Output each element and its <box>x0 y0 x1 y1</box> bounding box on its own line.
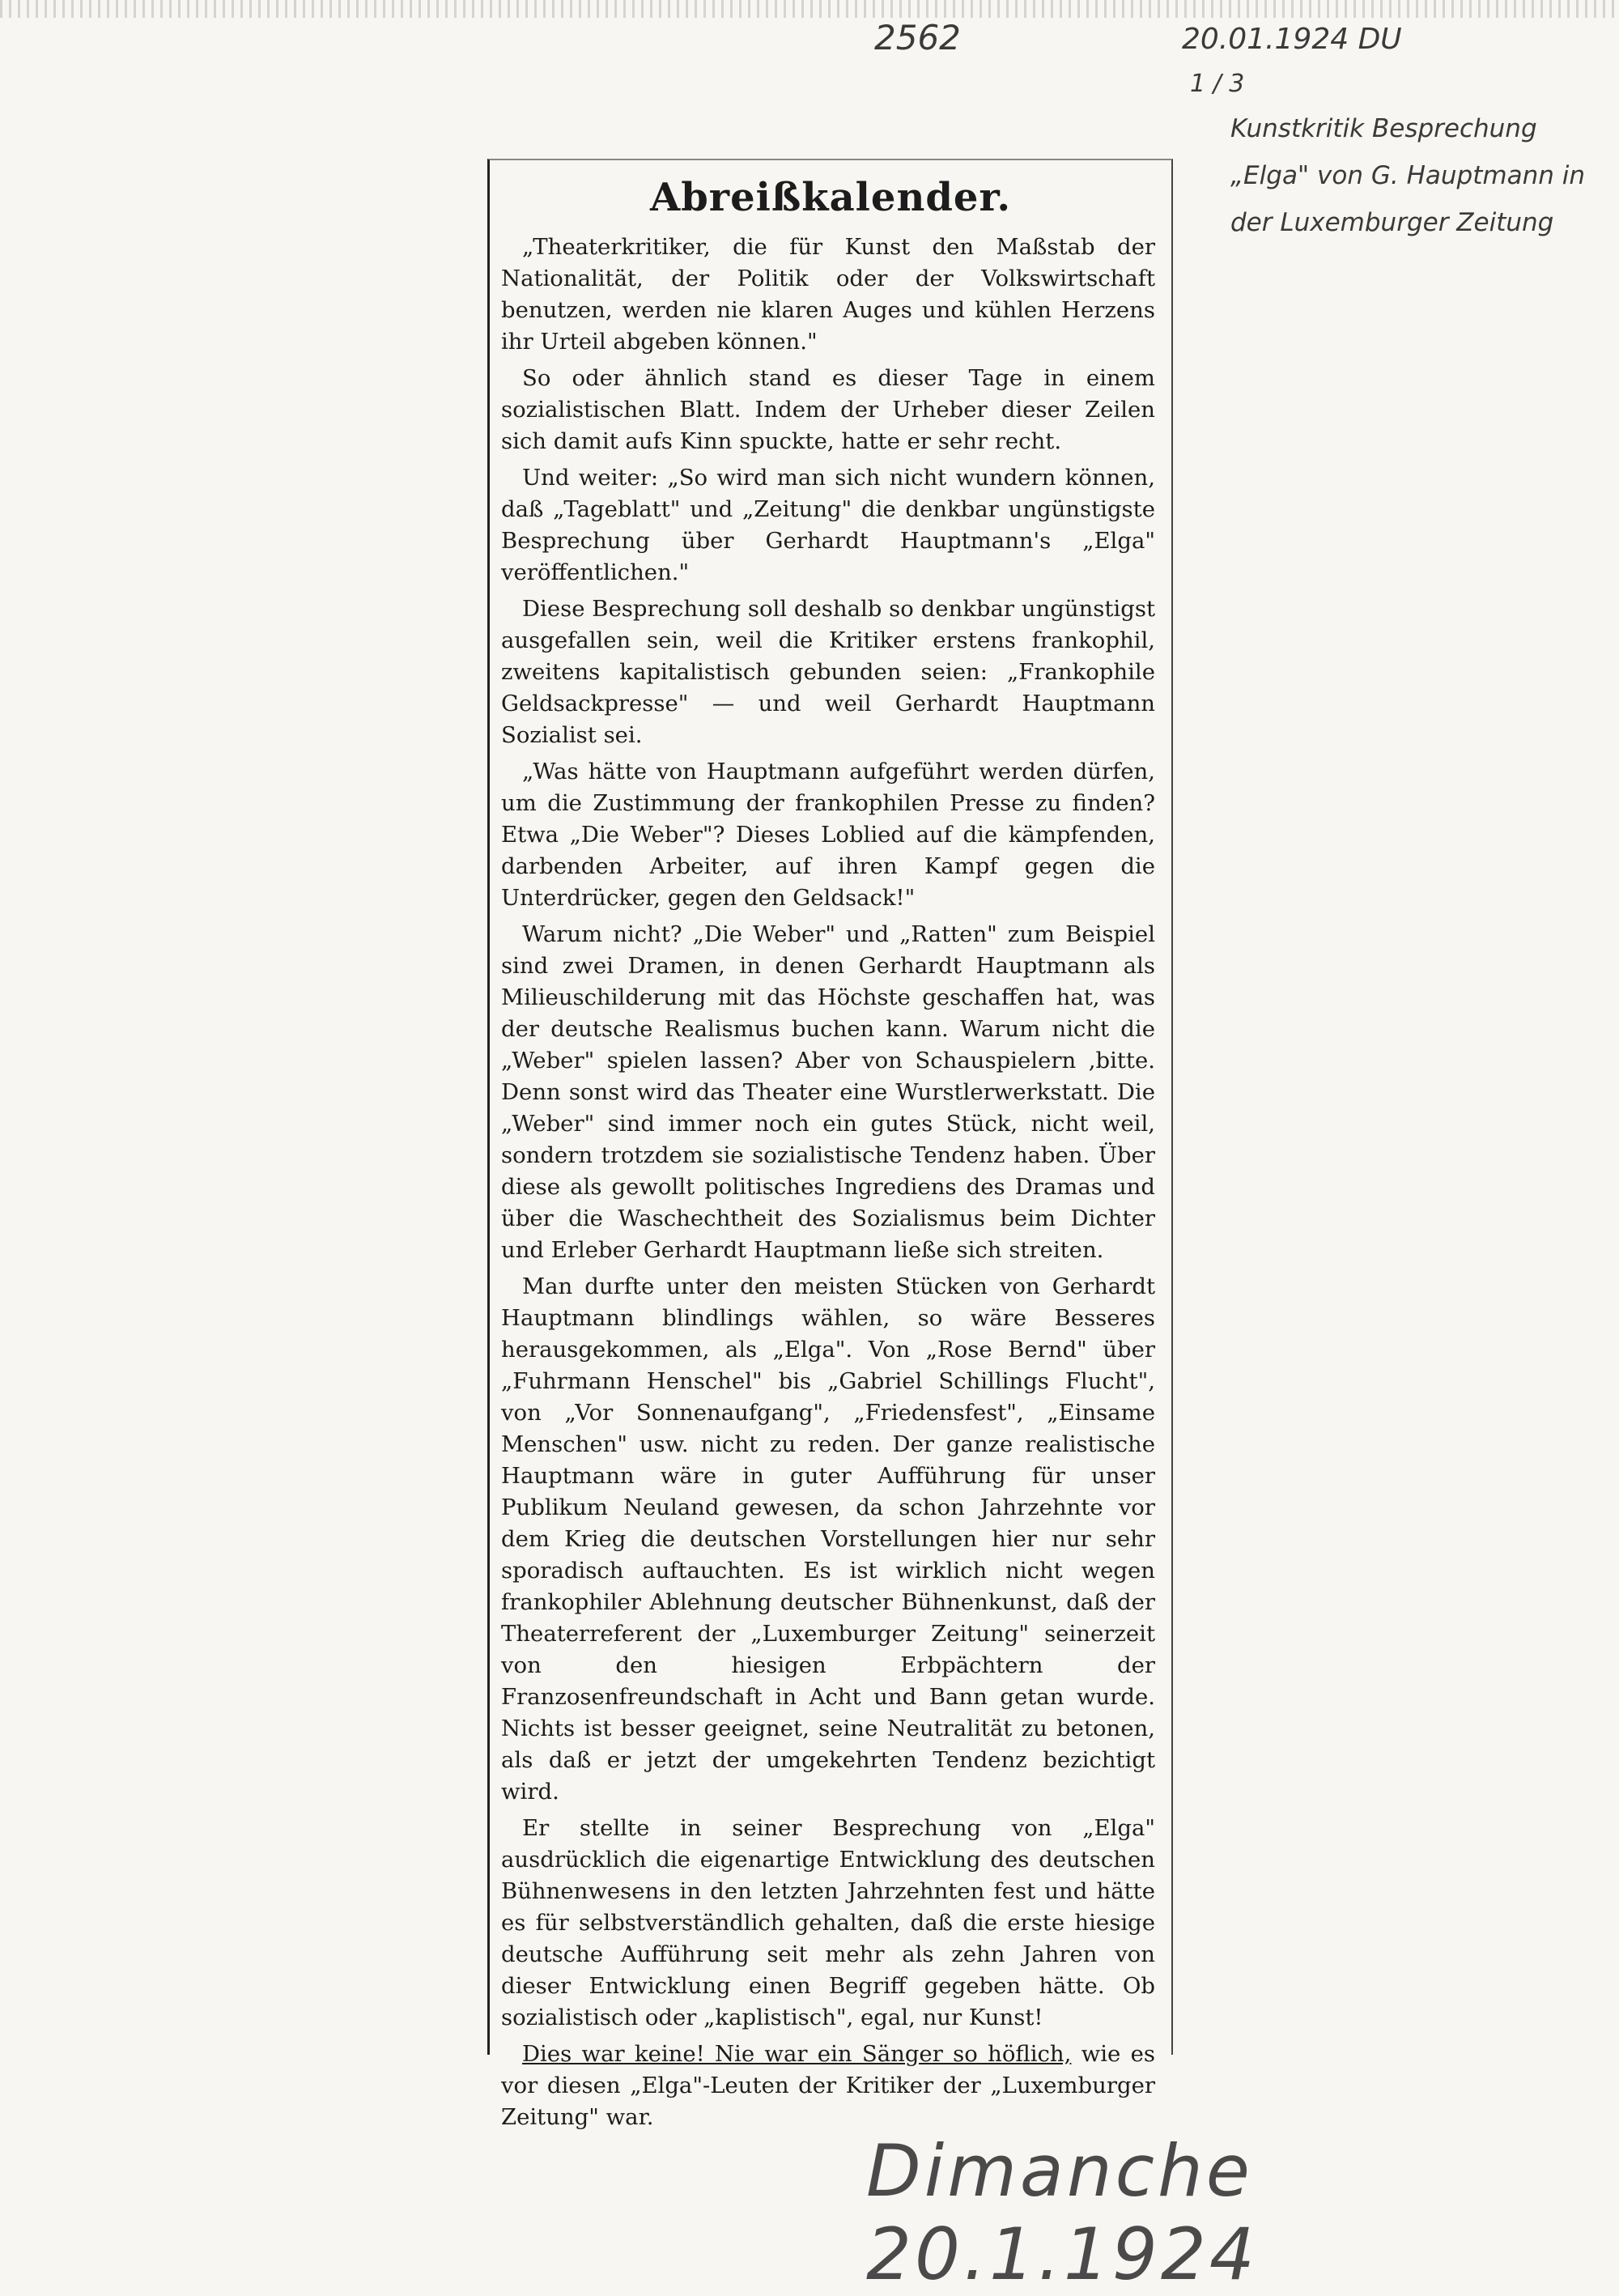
scan-edge-speckle <box>0 0 1619 18</box>
article-closing <box>501 2039 1155 2133</box>
archive-number: 2562 <box>874 18 961 57</box>
article-body <box>490 232 1171 2133</box>
article-paragraph: Und weiter: „So wird man sich nicht wundern können, daß „Tageblatt" und „Zeitung" die denkbar ungünstigste Besprechung über Gerhardt Hauptmann's „Elga" veröffentlichen." <box>501 465 1155 585</box>
hand-mark: 1 / 3 <box>1190 70 1245 98</box>
article-paragraph: „Was hätte von Hauptmann aufgeführt werden dürfen, um die Zustimmung der frankophilen Presse zu finden? Etwa „Die Weber"? Dieses Loblied auf die kämpfenden, darbenden Arbeiter, auf ihren Kampf gegen die Unterdrücker, gegen den Geldsack!" <box>501 759 1155 911</box>
handwritten-bottom-date: Dimanche 20.1.1924 <box>866 2129 1258 2296</box>
article-paragraph: „Theaterkritiker, die für Kunst den Maßstab der Nationalität, der Politik oder der Volkswirtschaft benutzen, werden nie klaren Auges und kühlen Herzens ihr Urteil abgeben können." <box>501 234 1155 355</box>
handwritten-annotation: Kunstkritik Besprechung „Elga" von G. Hauptmann in der Luxemburger Zeitung <box>1230 114 1585 237</box>
date-note: 20.01.1924 DU <box>1182 23 1402 56</box>
article-paragraph: Warum nicht? „Die Weber" und „Ratten" zum Beispiel sind zwei Dramen, in denen Gerhardt Hauptmann als Milieuschilderung mit das Höchste geschaffen hat, was der deutsche Realismus buchen kann. Warum nicht die „Weber" spielen lassen? Aber von Schauspielern ,bitte. Denn sonst wird das Theater eine Wurstlerwerkstatt. Die „Weber" sind immer noch ein gutes Stück, nicht weil, sondern trotzdem sie sozialistische Tendenz haben. Über diese als gewollt politisches Ingrediens des Dramas und über die Waschechtheit des Sozialismus beim Dichter und Erleber Gerhardt Hauptmann ließe sich streiten. <box>501 921 1155 1263</box>
article-paragraph: Diese Besprechung soll deshalb so denkbar ungünstigst ausgefallen sein, weil die Kritiker erstens frankophil, zweitens kapitalistisch gebunden seien: „Frankophile Geldsackpresse" — und weil Gerhardt Hauptmann Sozialist sei. <box>501 596 1155 748</box>
closing-text: wie es vor diesen „Elga"-Leuten der Kritiker der „Luxemburger Zeitung" war. <box>501 2041 1155 2130</box>
underlined-passage: Dies war keine! Nie war ein Sänger so höflich, <box>522 2041 1072 2067</box>
article-paragraph: So oder ähnlich stand es dieser Tage in einem sozialistischen Blatt. Indem der Urheber dieser Zeilen sich damit aufs Kinn spuckte, hatte er sehr recht. <box>501 365 1155 454</box>
article-paragraph: Er stellte in seiner Besprechung von „Elga" ausdrücklich die eigenartige Entwicklung des deutschen Bühnenwesens in den letzten Jahrzehnten fest und hätte es für selbstverständlich gehalten, daß die erste hiesige deutsche Aufführung seit mehr als zehn Jahren von dieser Entwicklung einen Begriff gegeben hätte. Ob sozialistisch oder „kaplistisch", egal, nur Kunst! <box>501 1815 1155 2030</box>
article-paragraph: Man durfte unter den meisten Stücken von Gerhardt Hauptmann blindlings wählen, so wäre Besseres herausgekommen, als „Elga". Von „Rose Bernd" über „Fuhrmann Henschel" bis „Gabriel Schillings Flucht", von „Vor Sonnenaufgang", „Friedensfest", „Einsame Menschen" usw. nicht zu reden. Der ganze realistische Hauptmann wäre in guter Aufführung für unser Publikum Neuland gewesen, da schon Jahrzehnte vor dem Krieg die deutschen Vorstellungen hier nur sehr sporadisch auftauchten. Es ist wirklich nicht wegen frankophiler Ablehnung deutscher Bühnenkunst, daß der Theaterreferent der „Luxemburger Zeitung" seinerzeit von den hiesigen Erbpächtern der Franzosenfreundschaft in Acht und Bann getan wurde. Nichts ist besser geeignet, seine Neutralität zu betonen, als daß er jetzt der umgekehrten Tendenz bezichtigt wird. <box>501 1273 1155 1805</box>
newspaper-clipping <box>487 159 1173 2130</box>
article-title: Abreißkalender. <box>649 175 1012 220</box>
